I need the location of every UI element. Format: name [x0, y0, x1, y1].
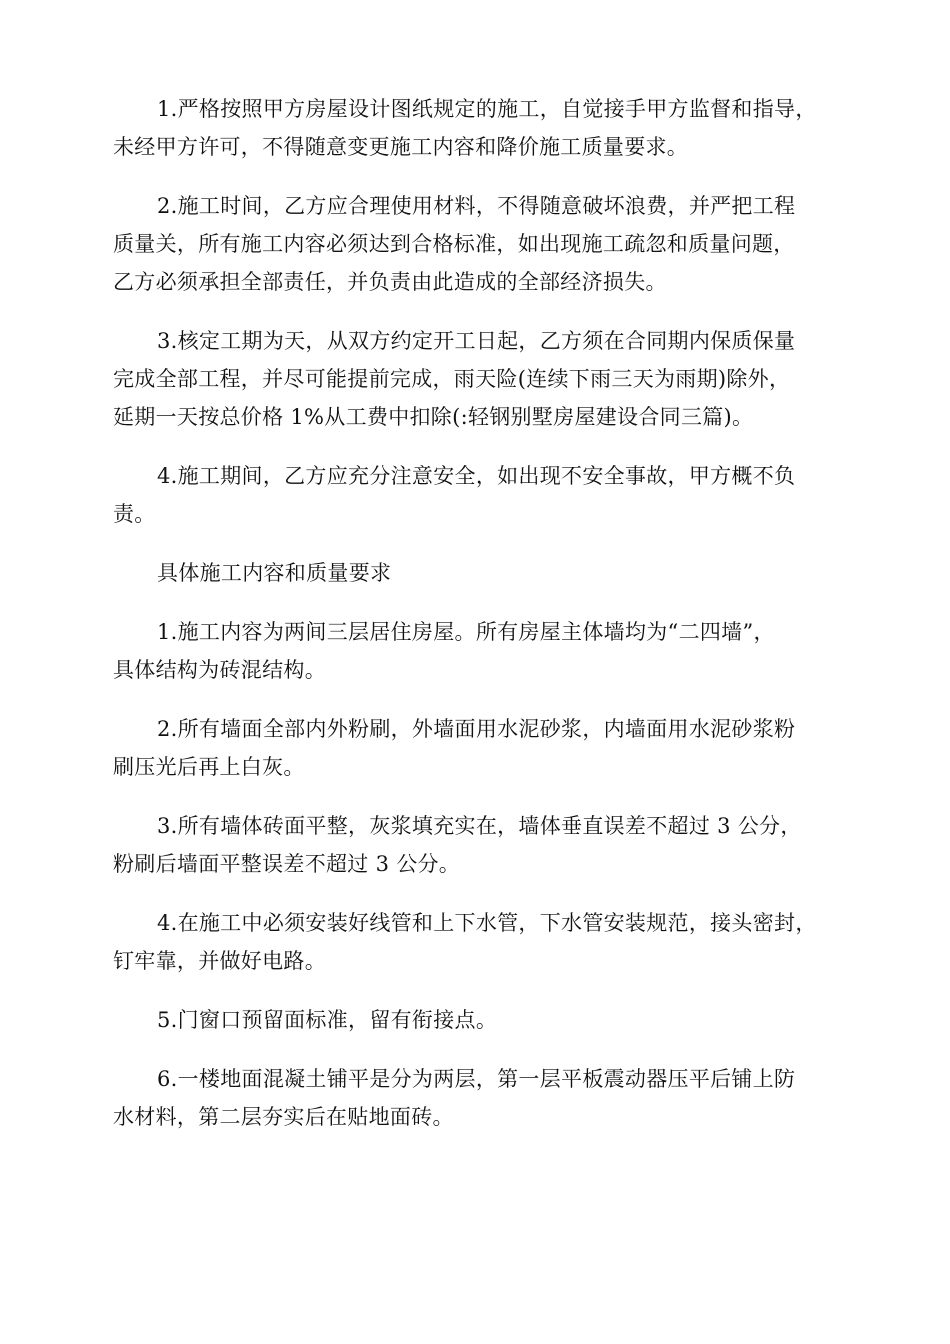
requirement-paragraph [113, 904, 838, 980]
text-line: 钉牢靠，并做好电路。 [113, 949, 326, 973]
section-heading [113, 554, 838, 592]
text-line: 质量关，所有施工内容必须达到合格标准，如出现施工疏忽和质量问题， [113, 232, 795, 256]
text-line: 乙方必须承担全部责任，并负责由此造成的全部经济损失。 [113, 270, 667, 294]
clause-paragraph [113, 90, 838, 166]
text-line: 2.所有墙面全部内外粉刷，外墙面用水泥砂浆，内墙面用水泥砂浆粉 [157, 717, 796, 741]
text-line: 5.门窗口预留面标准，留有衔接点。 [157, 1008, 498, 1032]
text-line: 1.施工内容为两间三层居住房屋。所有房屋主体墙均为“二四墙”， [157, 620, 775, 644]
clause-paragraph [113, 457, 838, 533]
heading-text: 具体施工内容和质量要求 [157, 561, 392, 585]
text-line: 完成全部工程，并尽可能提前完成，雨天险(连续下雨三天为雨期)除外， [113, 367, 791, 391]
text-line: 责。 [113, 502, 156, 526]
text-line: 4.在施工中必须安装好线管和上下水管，下水管安装规范，接头密封， [157, 911, 817, 935]
requirement-paragraph [113, 807, 838, 883]
text-line: 粉刷后墙面平整误差不超过 3 公分。 [113, 852, 461, 876]
text-line: 1.严格按照甲方房屋设计图纸规定的施工，自觉接手甲方监督和指导， [157, 97, 817, 121]
document-body [113, 90, 838, 1157]
text-line: 具体结构为砖混结构。 [113, 658, 326, 682]
text-line: 未经甲方许可，不得随意变更施工内容和降价施工质量要求。 [113, 135, 689, 159]
text-line: 3.核定工期为天，从双方约定开工日起，乙方须在合同期内保质保量 [157, 329, 796, 353]
requirement-paragraph [113, 1060, 838, 1136]
requirement-paragraph [113, 710, 838, 786]
text-line: 2.施工时间，乙方应合理使用材料，不得随意破坏浪费，并严把工程 [157, 194, 796, 218]
clause-paragraph [113, 322, 838, 436]
clause-paragraph [113, 187, 838, 301]
requirement-paragraph [113, 613, 838, 689]
text-line: 刷压光后再上白灰。 [113, 755, 305, 779]
text-line: 6.一楼地面混凝土铺平是分为两层，第一层平板震动器压平后铺上防 [157, 1067, 796, 1091]
requirement-paragraph [113, 1001, 838, 1039]
text-line: 4.施工期间，乙方应充分注意安全，如出现不安全事故，甲方概不负 [157, 464, 796, 488]
text-line: 延期一天按总价格 1%从工费中扣除(:轻钢别墅房屋建设合同三篇)。 [113, 405, 754, 429]
text-line: 水材料，第二层夯实后在贴地面砖。 [113, 1105, 454, 1129]
text-line: 3.所有墙体砖面平整，灰浆填充实在，墙体垂直误差不超过 3 公分， [157, 814, 802, 838]
